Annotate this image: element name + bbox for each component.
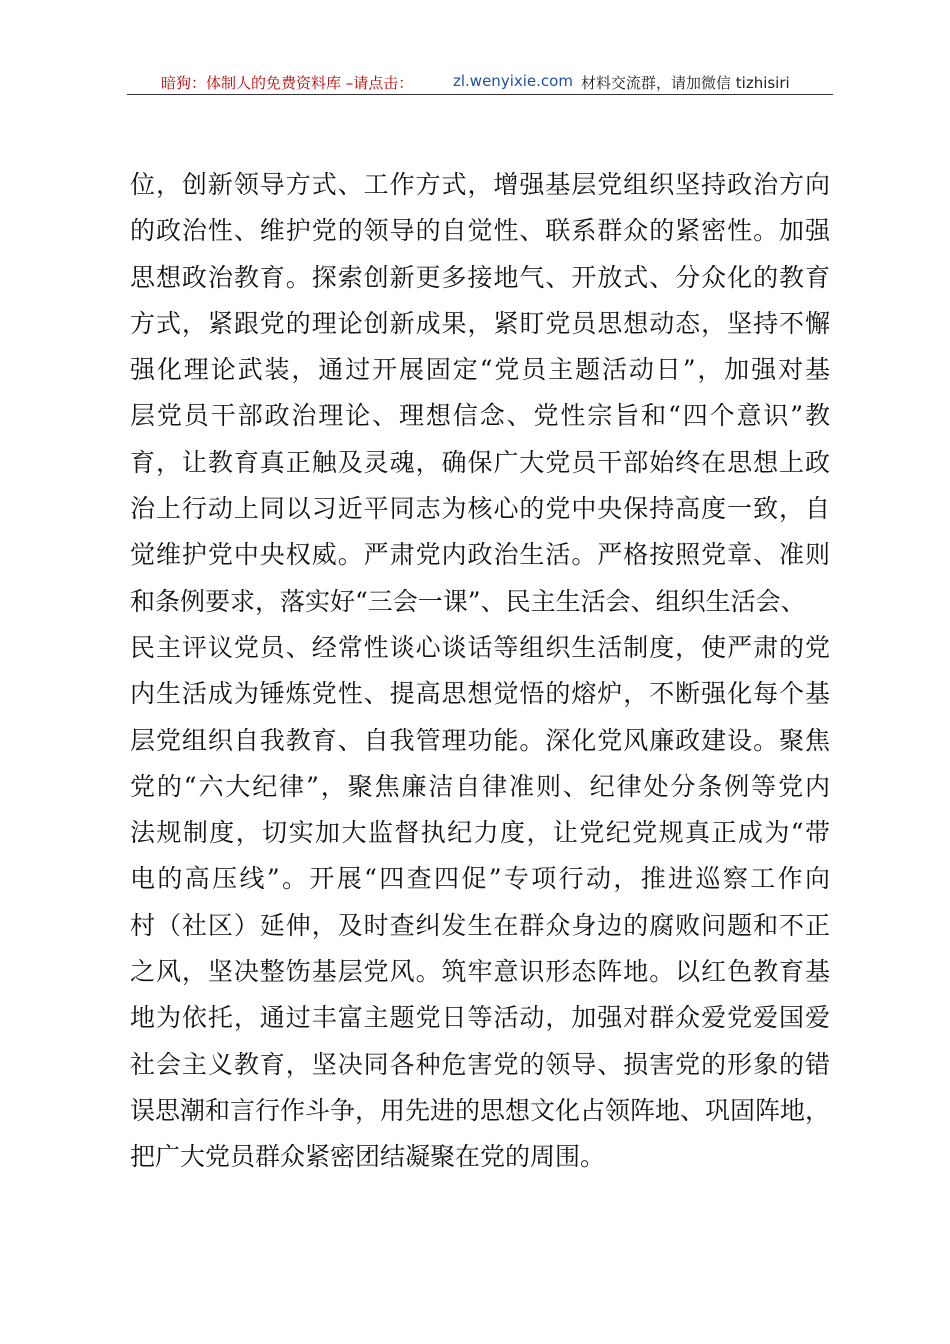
text-line: 治上行动上同以习近平同志为核心的党中央保持高度一致，自 (130, 494, 830, 524)
text-line: 育，让教育真正触及灵魂，确保广大党员干部始终在思想上政 (130, 447, 830, 477)
text-line: 村（社区）延伸，及时查纠发生在群众身边的腐败问题和不正 (130, 910, 830, 940)
header-contact: 材料交流群，请加微信 tizhisiri (581, 74, 790, 92)
header-link[interactable]: zl.wenyixie.com (453, 72, 573, 90)
text-line: 内生活成为锤炼党性、提高思想觉悟的熔炉，不断强化每个基 (130, 679, 830, 709)
text-line: 地为依托，通过丰富主题党日等活动，加强对群众爱党爱国爱 (130, 1003, 830, 1033)
text-line: 电的高压线”。开展“四查四促”专项行动，推进巡察工作向 (130, 864, 830, 894)
text-line: 位，创新领导方式、工作方式，增强基层党组织坚持政治方向 (130, 170, 830, 199)
text-line: 方式，紧跟党的理论创新成果，紧盯党员思想动态，坚持不懈 (130, 308, 830, 338)
text-line: 层党员干部政治理论、理想信念、党性宗旨和“四个意识”教 (130, 401, 830, 431)
text-line: 的政治性、维护党的领导的自觉性、联系群众的紧密性。加强 (130, 216, 830, 246)
text-line: 法规制度，切实加大监督执纪力度，让党纪党规真正成为“带 (130, 818, 830, 848)
text-line: 觉维护党中央权威。严肃党内政治生活。严格按照党章、准则 (130, 540, 830, 570)
page-header (127, 66, 833, 95)
text-line: 思想政治教育。探索创新更多接地气、开放式、分众化的教育 (130, 262, 830, 292)
text-line: 社会主义教育，坚决同各种危害党的领导、损害党的形象的错 (130, 1049, 830, 1079)
text-line: 党的“六大纪律”，聚焦廉洁自律准则、纪律处分条例等党内 (130, 771, 830, 801)
text-line: 强化理论武装，通过开展固定“党员主题活动日”，加强对基 (130, 355, 830, 385)
document-body (130, 162, 830, 1181)
text-line: 误思潮和言行作斗争，用先进的思想文化占领阵地、巩固阵地， (130, 1095, 831, 1125)
text-line: 把广大党员群众紧密团结凝聚在党的周围。 (130, 1142, 606, 1172)
text-line: 和条例要求，落实好“三会一课”、民主生活会、组织生活会、 (130, 586, 806, 616)
text-line: 民主评议党员、经常性谈心谈话等组织生活制度，使严肃的党 (130, 632, 830, 662)
text-line: 之风，坚决整饬基层党风。筑牢意识形态阵地。以红色教育基 (130, 957, 830, 987)
header-brand: 暗狗：体制人的免费资料库 –请点击： (161, 74, 414, 92)
text-line: 层党组织自我教育、自我管理功能。深化党风廉政建设。聚焦 (130, 725, 830, 755)
